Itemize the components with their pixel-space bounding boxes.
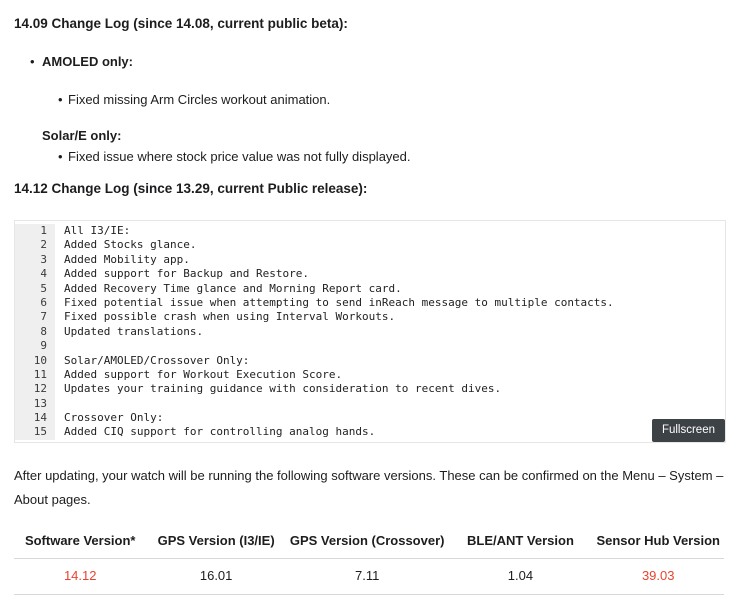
code-text: All I3/IE: [64,224,131,237]
code-lines [15,224,725,440]
code-text: Added support for Backup and Restore. [64,267,310,281]
code-text: Updates your training guidance with consideration to recent dives. [64,382,502,396]
beta-changelog-heading: 14.09 Change Log (since 14.08, current public beta): [14,16,348,31]
line-number: 12 [15,382,55,396]
code-text: Added support for Workout Execution Score. [64,367,343,381]
code-text: Added Stocks glance. [64,238,197,252]
list-item-solar-fix [58,150,724,164]
bullet-icon [58,93,68,107]
line-number: 5 [15,282,55,296]
list-item-label: AMOLED only: [42,54,133,69]
line-number: 14 [15,411,55,425]
code-line [15,339,725,353]
code-line [15,382,725,396]
list-item-amoled [30,55,724,69]
code-line [15,354,725,368]
versions-table [14,529,724,595]
list-item-amoled-fix [58,93,724,107]
code-text: Fixed potential issue when attempting to send inReach message to multiple contacts. [64,295,614,309]
code-line [15,224,725,238]
table-cell: 16.01 [146,558,285,594]
line-number: 1 [15,224,55,238]
code-text [55,397,64,411]
line-number: 2 [15,238,55,252]
code-text: Crossover Only: [64,411,164,425]
code-text: Added CIQ support for controlling analog hands. [64,425,376,439]
code-line [15,253,725,267]
table-header-cell: BLE/ANT Version [448,529,592,559]
list-item-text: Fixed missing Arm Circles workout animation. [68,92,331,107]
table-header-cell: GPS Version (I3/IE) [146,529,285,559]
list-item-text: Fixed issue where stock price value was not fully displayed. [68,149,411,164]
table-cell: 14.12 [14,558,146,594]
code-line [15,267,725,281]
table-row [14,558,724,594]
fullscreen-button[interactable]: Fullscreen [652,419,725,442]
table-cell: 39.03 [592,558,724,594]
table-header-row [14,529,724,559]
line-number: 6 [15,296,55,310]
code-line [15,397,725,411]
code-text: Added Recovery Time glance and Morning Report card. [64,281,402,295]
code-text: Solar/AMOLED/Crossover Only: [64,353,250,367]
release-changelog-heading: 14.12 Change Log (since 13.29, current Public release): [14,181,368,196]
versions-paragraph: After updating, your watch will be running the following software versions. These can be confirmed on the Menu – System – About pages. [14,467,724,507]
bullet-icon [58,150,68,164]
line-number: 10 [15,354,55,368]
code-line [15,296,725,310]
changelog-article [0,17,738,613]
table-header-cell: GPS Version (Crossover) [286,529,449,559]
code-line [15,238,725,252]
code-line [15,325,725,339]
code-text: Updated translations. [64,324,204,338]
table-cell: 7.11 [286,558,449,594]
table-header-cell: Sensor Hub Version [592,529,724,559]
code-line [15,368,725,382]
code-block [14,220,726,443]
line-number: 8 [15,325,55,339]
line-number: 13 [15,397,55,411]
bullet-icon [30,55,42,69]
code-line [15,425,725,439]
line-number: 11 [15,368,55,382]
solar-label: Solar/E only: [42,128,122,143]
code-text: Added Mobility app. [64,252,190,266]
line-number: 3 [15,253,55,267]
table-header-cell: Software Version* [14,529,146,559]
line-number: 9 [15,339,55,353]
code-line [15,411,725,425]
code-text: Fixed possible crash when using Interval Workouts. [64,310,396,324]
code-line [15,282,725,296]
line-number: 15 [15,425,55,439]
line-number: 4 [15,267,55,281]
table-cell: 1.04 [448,558,592,594]
code-text [55,339,64,353]
line-number: 7 [15,310,55,324]
code-line [15,310,725,324]
